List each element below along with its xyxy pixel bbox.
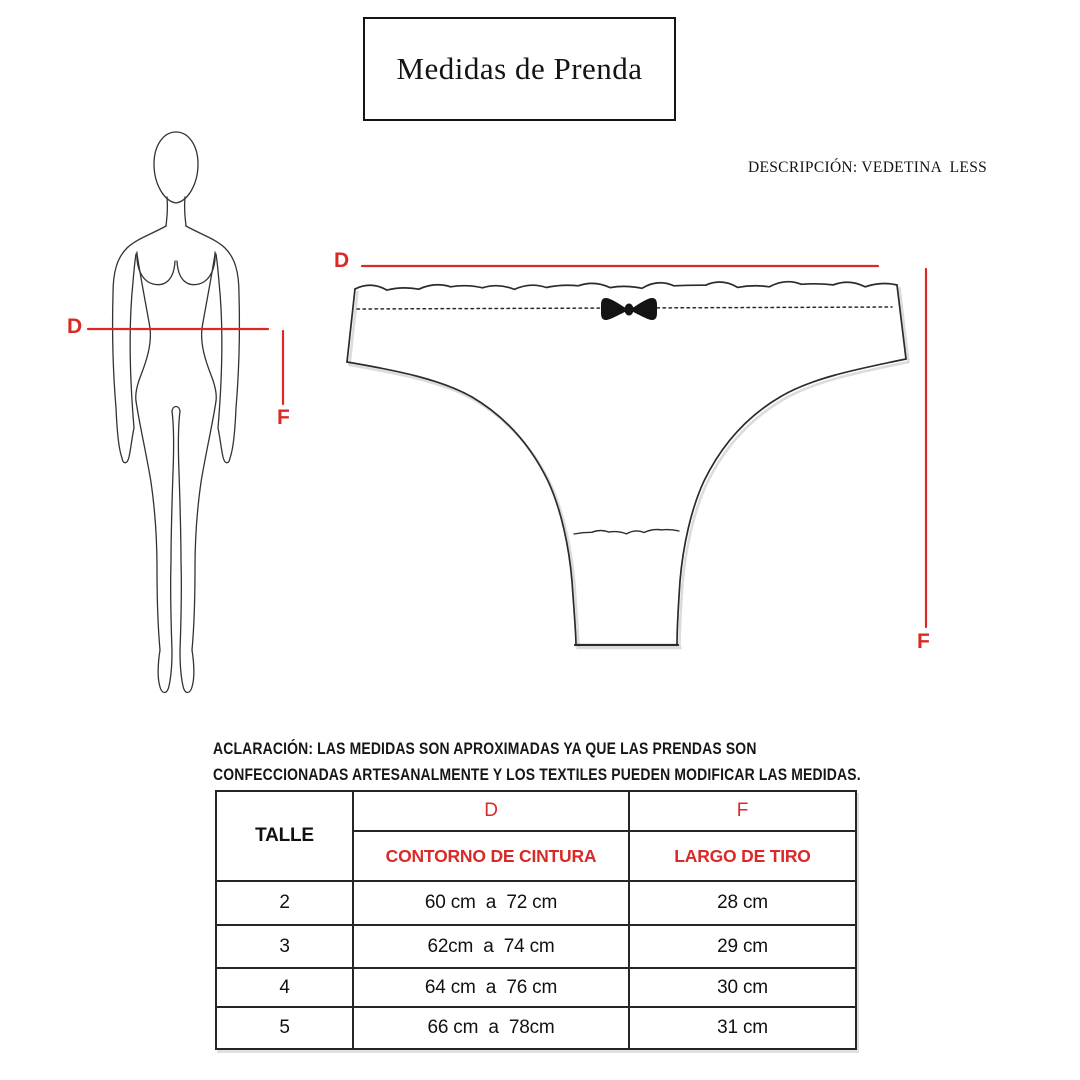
cell-largo: 30 cm — [630, 969, 855, 1008]
figure-rise-label: F — [277, 406, 290, 429]
figure-left-arm-inner — [130, 254, 136, 428]
figure-waist-label: D — [67, 315, 83, 338]
figure-crotch — [172, 407, 180, 412]
garment-left-leg-curve — [347, 362, 576, 645]
cell-largo: 29 cm — [630, 926, 855, 969]
figure-left-foot — [158, 650, 172, 693]
measurement-lines — [88, 266, 926, 627]
garment-lace-waist-edge — [355, 282, 897, 290]
page-title: Medidas de Prenda — [396, 51, 643, 86]
figure-left-arm — [113, 226, 166, 463]
header-d: D — [354, 792, 630, 832]
figure-left-leg-outer — [136, 401, 160, 650]
figure-right-arm — [186, 226, 239, 463]
cell-contorno: 64 cm a 76 cm — [354, 969, 630, 1008]
garment-waist-label: D — [334, 249, 350, 272]
figure-left-leg-inner — [171, 411, 174, 651]
cell-talle: 2 — [217, 882, 354, 926]
header-largo: LARGO DE TIRO — [630, 832, 855, 882]
bow-icon — [601, 298, 657, 320]
cell-talle: 5 — [217, 1008, 354, 1048]
figure-bust-right — [177, 252, 215, 285]
garment-shadow — [350, 288, 909, 648]
cell-talle: 3 — [217, 926, 354, 969]
cell-largo: 31 cm — [717, 1017, 768, 1038]
figure-right-leg-outer — [192, 401, 216, 650]
header-contorno: CONTORNO DE CINTURA — [354, 832, 630, 882]
header-f: F — [630, 792, 855, 832]
figure-bust-left — [137, 252, 175, 285]
disclaimer-text: ACLARACIÓN: LAS MEDIDAS SON APROXIMADAS YA QUE LAS PRENDAS SON CONFECCIONADAS ARTESANALMENTE Y LOS TEXTILES PUEDEN MODIFICAR LAS MEDIDAS. — [213, 739, 861, 784]
cell-contorno: 66 cm a 78cm — [354, 1008, 630, 1048]
figure-drawing — [113, 132, 240, 693]
figure-head — [154, 132, 198, 203]
garment-gusset-lace-seam — [574, 529, 679, 534]
cell-contorno: 62cm a 74 cm — [354, 926, 630, 969]
description-text: DESCRIPCIÓN: VEDETINA LESS — [748, 159, 988, 176]
cell-contorno: 60 cm a 72 cm — [354, 882, 630, 926]
garment-rise-label: F — [917, 630, 930, 653]
figure-neck — [166, 197, 186, 226]
header-talle: TALLE — [217, 792, 354, 882]
figure-right-foot — [180, 650, 194, 693]
figure-right-arm-inner — [216, 254, 222, 428]
figure-right-leg-inner — [178, 411, 181, 651]
cell-talle: 4 — [217, 969, 354, 1008]
garment-drawing — [347, 282, 906, 645]
cell-largo: 28 cm — [630, 882, 855, 926]
size-table — [215, 790, 857, 1050]
garment-right-leg-curve — [677, 359, 906, 645]
